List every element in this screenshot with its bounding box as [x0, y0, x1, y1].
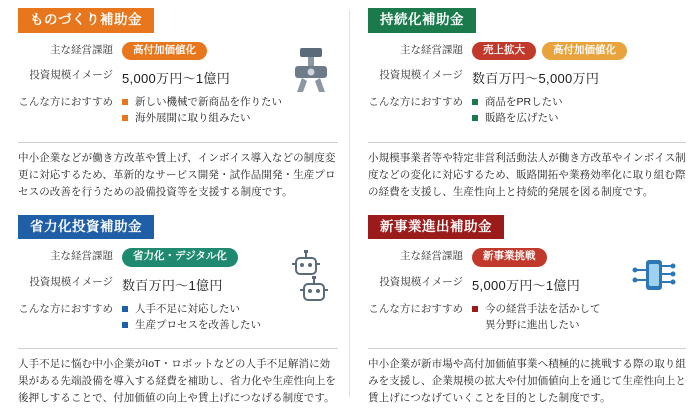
card-rows-shinjigyo	[368, 248, 686, 344]
row-label: こんな方におすすめ	[18, 94, 122, 110]
list-item: 今の経営手法を活かして	[472, 301, 601, 317]
divider	[368, 142, 686, 143]
card-description: 中小企業などが働き方改革や賃上げ、インボイス導入などの制度変更に対応するため、革新的なサービス開発・試作品開発・生産プロセスの改善を行うための設備投資等を支援する制度です。	[18, 150, 338, 201]
card-shoryokuka	[0, 207, 350, 413]
row-label: こんな方におすすめ	[368, 94, 472, 110]
list-item: 生産プロセスを改善したい	[122, 317, 261, 333]
list-item: 商品をPRしたい	[472, 94, 563, 110]
row-label: 主な経営課題	[368, 42, 472, 58]
investment-amount: 数百万円〜5,000万円	[472, 67, 599, 87]
row-label: こんな方におすすめ	[18, 301, 122, 317]
card-monodukuri	[0, 0, 350, 207]
divider	[18, 348, 338, 349]
list-item: 海外展開に取り組みたい	[122, 110, 282, 126]
divider	[368, 348, 686, 349]
recommend-list	[122, 94, 282, 127]
list-item: 人手不足に対応したい	[122, 301, 261, 317]
robots-icon	[274, 250, 336, 312]
robot-arm-icon	[274, 42, 336, 104]
row-value	[472, 42, 686, 61]
row-investment-scale	[368, 67, 686, 87]
row-label: 投資規模イメージ	[368, 67, 472, 83]
row-label: 投資規模イメージ	[18, 67, 122, 83]
card-rows-shoryokuka	[18, 248, 338, 344]
recommend-list	[472, 94, 563, 127]
card-description: 小規模事業者等や特定非営利活動法人が働き方改革やインボイス制度などの変化に対応するため、販路開拓や業務効率化に取り組む際の経費を支援し、生産性向上と持続的発展を図る制度です。	[368, 150, 686, 201]
investment-amount: 数百万円〜1億円	[122, 274, 223, 294]
row-main-issue	[368, 42, 686, 61]
card-title-shinjigyo: 新事業進出補助金	[368, 215, 504, 240]
tag-issue: 新事業挑戦	[472, 248, 547, 267]
list-item: 新しい機械で新商品を作りたい	[122, 94, 282, 110]
card-jizokuka	[350, 0, 700, 207]
column-divider	[349, 10, 350, 397]
row-label: 主な経営課題	[18, 42, 122, 58]
row-label: こんな方におすすめ	[368, 301, 472, 317]
row-label: 主な経営課題	[18, 248, 122, 264]
list-item: 異分野に進出したい	[472, 317, 601, 333]
row-label: 投資規模イメージ	[18, 274, 122, 290]
card-rows-monodukuri	[18, 42, 338, 138]
divider	[18, 142, 338, 143]
card-title-shoryokuka: 省力化投資補助金	[18, 215, 154, 240]
card-description: 中小企業が新市場や高付加価値事業へ積極的に挑戦する際の取り組みを支援し、企業規模の拡大や付加価値向上を通じて生産性向上と賃上げにつなげていくことを目的とした制度です。	[368, 356, 686, 407]
card-rows-jizokuka	[368, 42, 686, 138]
row-label: 主な経営課題	[368, 248, 472, 264]
card-shinjigyo	[350, 207, 700, 413]
recommend-list	[122, 301, 261, 334]
chip-icon	[622, 250, 684, 312]
card-title-monodukuri: ものづくり補助金	[18, 8, 154, 33]
tag-issue: 高付加価値化	[122, 42, 207, 61]
recommend-list	[472, 301, 601, 334]
tag-issue: 高付加価値化	[542, 42, 627, 61]
card-title-jizokuka: 持続化補助金	[368, 8, 476, 33]
row-value	[472, 94, 686, 127]
tag-issue: 省力化・デジタル化	[122, 248, 238, 267]
row-label: 投資規模イメージ	[368, 274, 472, 290]
investment-amount: 5,000万円〜1億円	[472, 274, 580, 294]
list-item: 販路を広げたい	[472, 110, 563, 126]
row-value	[472, 67, 686, 87]
row-recommended-for	[368, 94, 686, 127]
tag-issue: 売上拡大	[472, 42, 536, 61]
card-description: 人手不足に悩む中小企業がIoT・ロボットなどの人手不足解消に効果がある先端設備を導入する経費を補助し、省力化や生産性向上を後押しすることで、付加価値の向上や賃上げにつなげる制度です。	[18, 356, 338, 407]
investment-amount: 5,000万円〜1億円	[122, 67, 230, 87]
